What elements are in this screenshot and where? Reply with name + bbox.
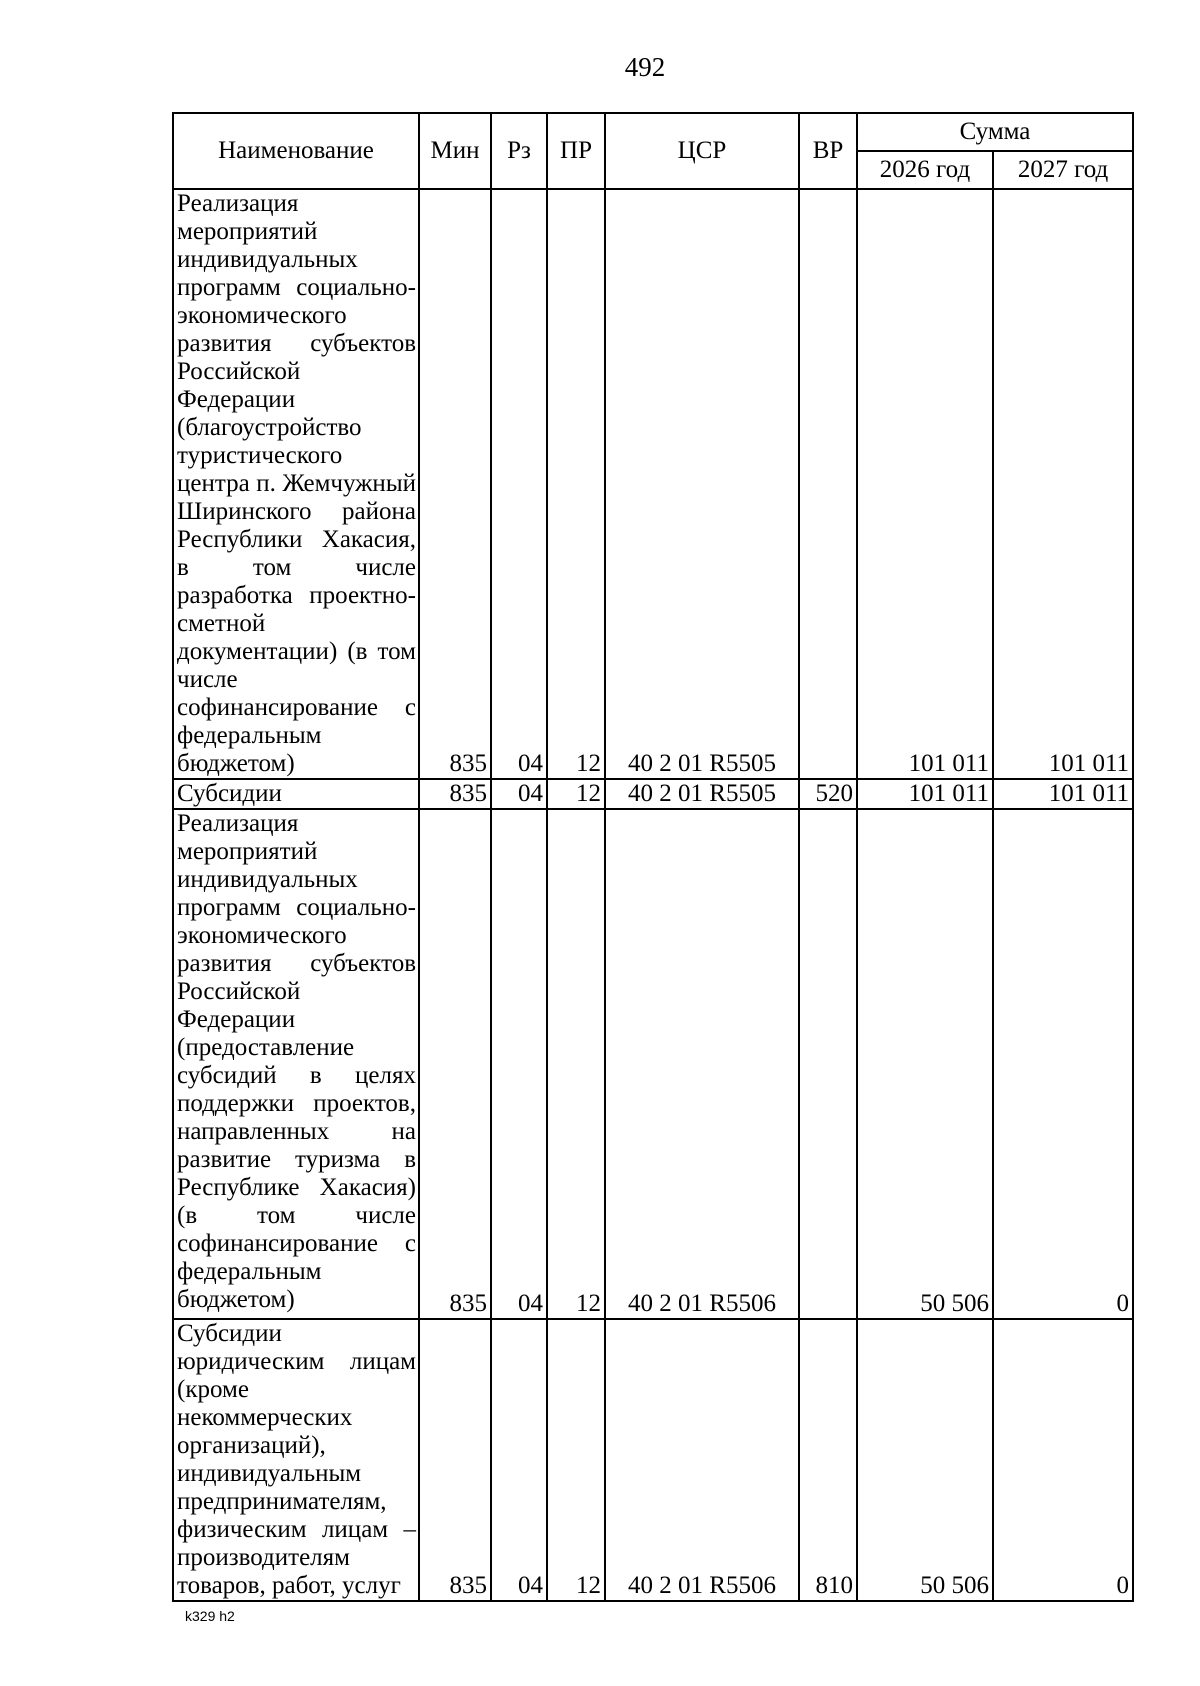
header-rz: Рз [491,113,547,189]
row-vr [799,809,857,1319]
row-amount-2026: 50 506 [857,809,993,1319]
header-year-2027: 2027 год [993,151,1133,189]
row-pr: 12 [547,1319,605,1601]
footer-code: k329 h2 [185,1608,235,1624]
row-name: Реализация мероприятий индивидуальных программ социально-экономического развития субъектов Российской Федерации (благоустройство туристического центра п. Жемчужный Ширинского района Республики Хакасия, в том числе разработка проектно-сметной документации) (в том числе софинансирование с федеральным бюджетом) [173,189,419,779]
row-name: Реализация мероприятий индивидуальных программ социально-экономического развития субъектов Российской Федерации (предоставление субсидий в целях поддержки проектов, направленных на развитие туризма в Республике Хакасия) (в том числе софинансирование с федеральным бюджетом) [173,809,419,1319]
budget-table [172,112,1134,1602]
row-amount-2027: 101 011 [993,779,1133,809]
header-min: Мин [419,113,491,189]
row-min: 835 [419,809,491,1319]
row-csr: 40 2 01 R5506 [605,809,799,1319]
row-min: 835 [419,1319,491,1601]
row-amount-2026: 101 011 [857,779,993,809]
row-amount-2027: 0 [993,809,1133,1319]
row-amount-2026: 101 011 [857,189,993,779]
row-pr: 12 [547,779,605,809]
row-rz: 04 [491,779,547,809]
row-rz: 04 [491,809,547,1319]
header-vr: ВР [799,113,857,189]
page-number: 492 [624,52,666,82]
row-vr: 520 [799,779,857,809]
header-csr: ЦСР [605,113,799,189]
row-min: 835 [419,189,491,779]
row-rz: 04 [491,1319,547,1601]
row-vr: 810 [799,1319,857,1601]
row-amount-2027: 0 [993,1319,1133,1601]
row-rz: 04 [491,189,547,779]
row-csr: 40 2 01 R5505 [605,779,799,809]
table-row [173,189,1133,779]
header-year-2026: 2026 год [857,151,993,189]
table-row [173,1319,1133,1601]
row-amount-2026: 50 506 [857,1319,993,1601]
header-pr: ПР [547,113,605,189]
row-min: 835 [419,779,491,809]
row-vr [799,189,857,779]
header-sum: Сумма [857,113,1133,151]
table-row [173,779,1133,809]
row-pr: 12 [547,809,605,1319]
row-csr: 40 2 01 R5505 [605,189,799,779]
row-name: Субсидии [173,779,419,809]
row-pr: 12 [547,189,605,779]
row-name: Субсидии юридическим лицам (кроме некоммерческих организаций), индивидуальным предпринимателям, физическим лицам – производителям товаров, работ, услуг [173,1319,419,1601]
row-csr: 40 2 01 R5506 [605,1319,799,1601]
header-name: Наименование [173,113,419,189]
table-row [173,809,1133,1319]
row-amount-2027: 101 011 [993,189,1133,779]
